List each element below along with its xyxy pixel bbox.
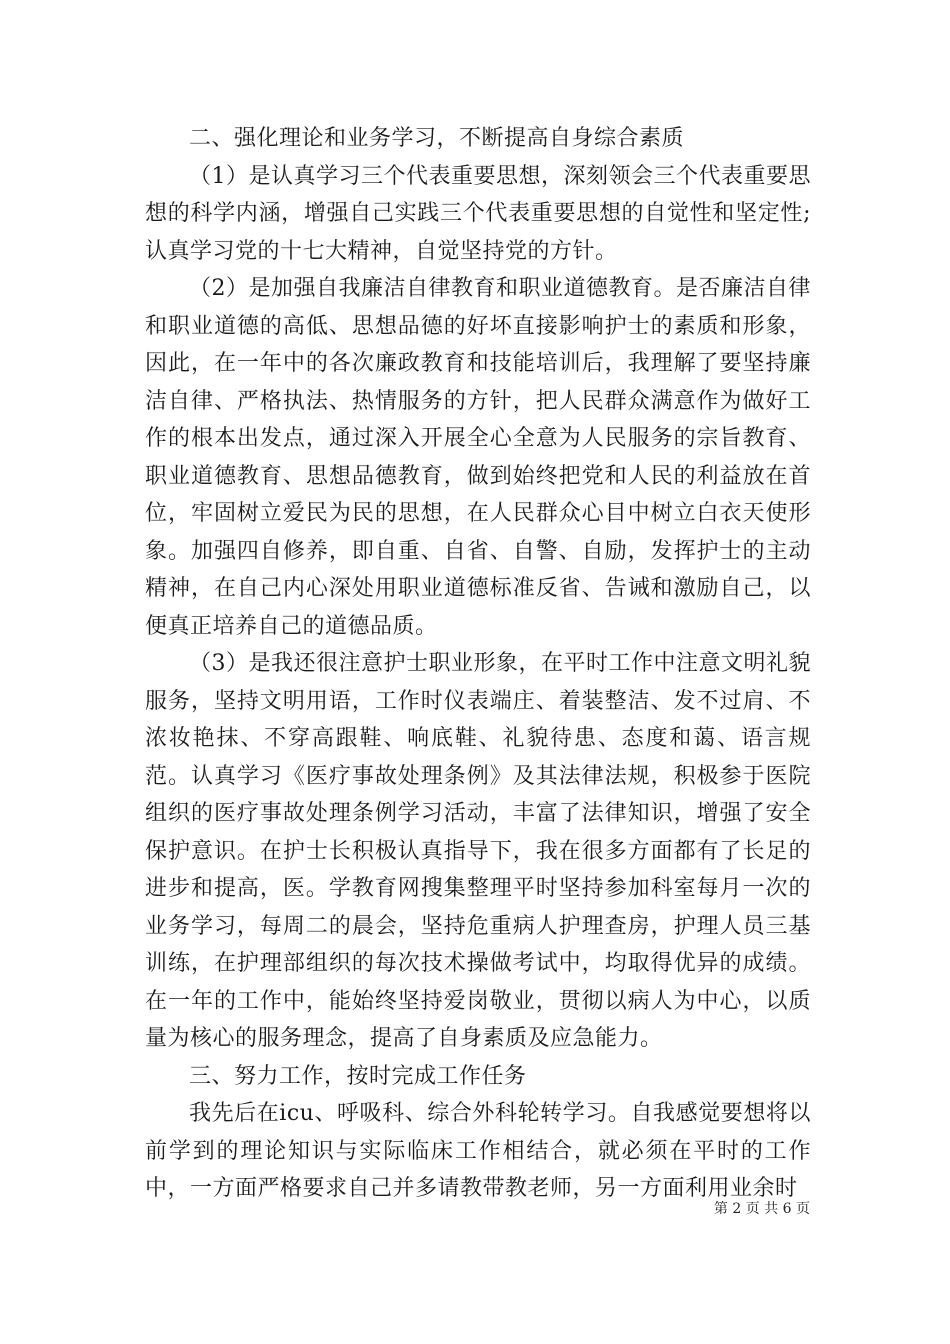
paragraph-4: 我先后在icu、呼吸科、综合外科轮转学习。自我感觉要想将以前学到的理论知识与实际临床工作相结合，就必须在平时的工作中，一方面严格要求自己并多请教带教老师，另一方面利用业余时 — [145, 1101, 811, 1201]
section-heading-3: 三、努力工作，按时完成工作任务 — [189, 1063, 527, 1089]
paragraph-2: （2）是加强自我廉洁自律教育和职业道德教育。是否廉洁自律和职业道德的高低、思想品德的好坏直接影响护士的素质和形象，因此，在一年中的各次廉政教育和技能培训后，我理解了要坚持廉洁自律、严格执法、热情服务的方针，把人民群众满意作为做好工作的根本出发点，通过深入开展全心全意为人民服务的宗旨教育、职业道德教育、思想品德教育，做到始终把党和人民的利益放在首位，牢固树立爱民为民的思想，在人民群众心目中树立白衣天使形象。加强四自修养，即自重、自省、自警、自励，发挥护士的主动精神，在自己内心深处用职业道德标准反省、告诫和激励自己，以便真正培养自己的道德品质。 — [145, 276, 811, 639]
paragraph-3: （3）是我还很注意护士职业形象，在平时工作中注意文明礼貌服务，坚持文明用语，工作时仪表端庄、着装整洁、发不过肩、不浓妆艳抹、不穿高跟鞋、响底鞋、礼貌待患、态度和蔼、语言规范。认真学习《医疗事故处理条例》及其法律法规，积极参于医院组织的医疗事故处理条例学习活动，丰富了法律知识，增强了安全保护意识。在护士长积极认真指导下，我在很多方面都有了长足的进步和提高，医。学教育网搜集整理平时坚持参加科室每月一次的业务学习，每周二的晨会，坚持危重病人护理查房，护理人员三基训练，在护理部组织的每次技术操做考试中，均取得优异的成绩。在一年的工作中，能始终坚持爱岗敬业，贯彻以病人为中心，以质量为核心的服务理念，提高了自身素质及应急能力。 — [145, 651, 811, 1051]
section-heading-2: 二、强化理论和业务学习，不断提高自身综合素质 — [189, 126, 685, 151]
document-body — [145, 120, 811, 1208]
page-number-footer: 第 2 页 共 6 页 — [713, 1201, 810, 1217]
paragraph-1: （1）是认真学习三个代表重要思想，深刻领会三个代表重要思想的科学内涵，增强自己实践三个代表重要思想的自觉性和坚定性;认真学习党的十七大精神，自觉坚持党的方针。 — [145, 163, 811, 264]
